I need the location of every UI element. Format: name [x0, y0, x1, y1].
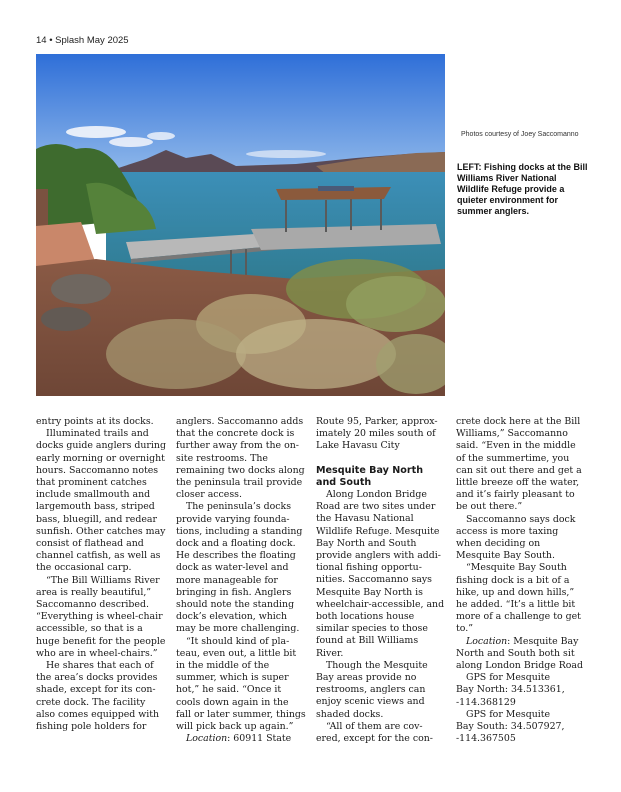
gps-north-value: Bay North: 34.513361, -114.368129	[456, 684, 565, 708]
fishing-dock-photo	[36, 54, 445, 396]
paragraph: anglers. Saccomanno adds that the concrete dock is further away from the on-site restrooms. The remaining two docks along the peninsula trail provide closer access.	[176, 416, 305, 501]
gps-south-label: GPS for Mesquite	[466, 708, 551, 720]
paragraph: “The Bill Williams River area is really beautiful,” Saccomanno described. “Everything is wheel-chair accessible, so that is a huge benefit for the people who are in wheel-chairs.”	[36, 574, 166, 659]
gps-south-value: Bay South: 34.507927, -114.367505	[456, 721, 565, 745]
paragraph: Along London Bridge Road are two sites under the Havasu National Wildlife Refuge. Mesquite Bay North and South provide anglers with addi-tional fishing opportu-nities. Saccomanno says Mesquite Bay North is wheelchair-accessible, and both locations house similar species to those found at Bill Williams River.	[316, 489, 445, 659]
article-column-4	[456, 416, 586, 745]
paragraph: He shares that each of the area’s docks provides shade, except for its con-crete dock. The facility also comes equipped with fishing pole holders for	[36, 660, 160, 733]
location-label: Location	[466, 635, 508, 647]
paragraph: “All of them are cov-ered, except for the con-	[316, 720, 433, 745]
article-column-3	[316, 416, 446, 745]
paragraph: “Mesquite Bay South fishing dock is a bit of a hike, up and down hills,” he added. “It’s a little bit more of a challenge to get to.”	[456, 562, 581, 635]
location-label: Location	[186, 733, 228, 745]
section-heading: Mesquite Bay North and South	[316, 464, 424, 488]
location-text: : Mesquite Bay North and South both sit along London Bridge Road	[456, 635, 584, 672]
paragraph: Route 95, Parker, approx-imately 20 miles south of Lake Havasu City	[316, 416, 438, 452]
paragraph: Illuminated trails and docks guide anglers during early morning or overnight hours. Saccomanno notes that prominent catches include smallmouth and largemouth bass, striped bass, bluegill, and redear sunfish. Other catches may consist of flathead and channel catfish, as well as the occasional carp.	[36, 428, 166, 574]
photo-credit: Photos courtesy of Joey Saccomanno	[461, 131, 579, 138]
article-column-2	[176, 416, 306, 745]
paragraph: crete dock here at the Bill Williams,” Saccomanno said. “Even in the middle of the summertime, you can sit out there and get a little breeze off the water, and it’s fairly pleasant to be out there.”	[456, 416, 582, 513]
paragraph: entry points at its docks.	[36, 416, 154, 427]
gps-north-label: GPS for Mesquite	[466, 672, 551, 684]
photo-caption: LEFT: Fishing docks at the Bill Williams River National Wildlife Refuge provide a quieter environment for summer anglers.	[457, 162, 588, 216]
paragraph: Though the Mesquite Bay areas provide no restrooms, anglers can enjoy scenic views and shaded docks.	[316, 659, 428, 720]
paragraph: Saccomanno says dock access is more taxing when deciding on Mesquite Bay South.	[456, 513, 576, 562]
page-folio: 14 • Splash May 2025	[36, 35, 129, 46]
location-paragraph	[176, 733, 306, 745]
location-paragraph	[456, 636, 586, 673]
location-text: : 60911 State	[227, 733, 292, 745]
paragraph: “It should kind of pla-teau, even out, a little bit in the middle of the summer, which is super hot,” he said. “Once it cools down again in the fall or later summer, things will pick back up again.”	[176, 635, 306, 733]
paragraph: The peninsula’s docks provide varying founda-tions, including a standing dock and a floating dock. He describes the floating dock as water-level and more manageable for bringing in fish. Anglers should note the standing dock’s elevation, which may be more challenging.	[176, 501, 303, 635]
article-column-1	[36, 416, 166, 733]
